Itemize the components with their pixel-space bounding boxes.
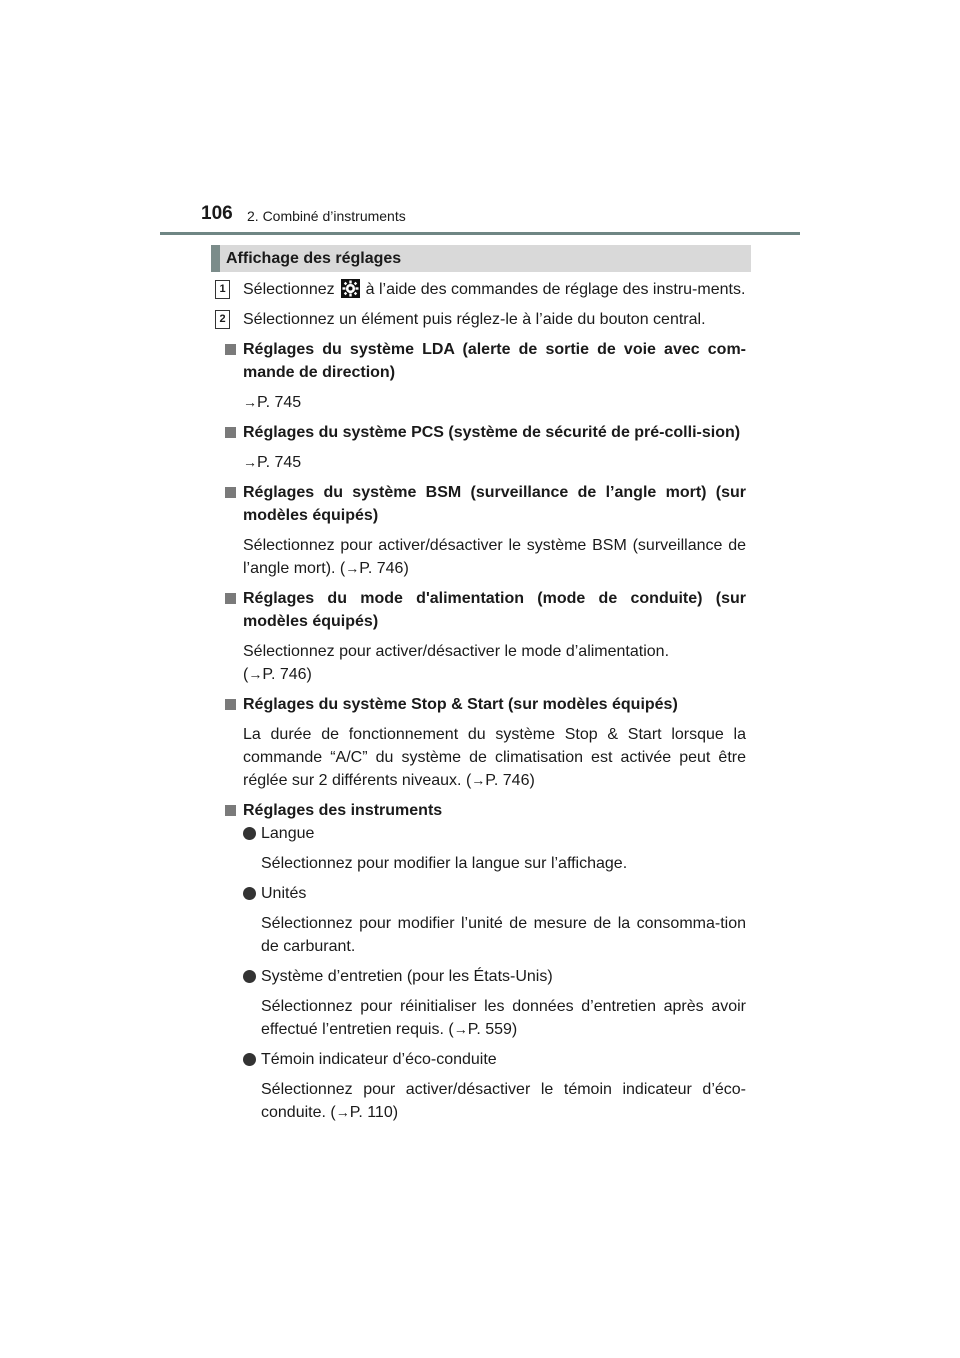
step-number: 1 [215,280,230,299]
section-heading: Affichage des réglages [211,245,751,272]
subitem-title: Unités [261,885,307,902]
page-reference[interactable]: P. 746 [262,666,307,683]
subitem-description: Sélectionnez pour modifier la langue sur l’affichage. [261,855,628,872]
item-title: Réglages du mode d'alimentation (mode de conduite) (sur modèles équipés) [243,590,746,630]
subitem-title: Témoin indicateur d’éco-conduite [261,1051,497,1068]
item-title: Réglages du système PCS (système de sécurité de pré-colli-sion) [243,424,741,441]
item-reference-line: (→P. 746) [243,666,312,683]
step-2 [219,308,746,331]
arrow-right-icon: → [243,454,257,470]
square-bullet-icon [225,344,236,355]
page-number: 106 [201,203,233,224]
arrow-right-icon: → [453,1021,468,1037]
page-reference[interactable]: →P. 745 [243,394,302,411]
instrument-subitem-language [243,822,746,845]
subitem-title: Système d’entretien (pour les États-Unis) [261,968,553,985]
page-reference[interactable]: P. 110 [349,1104,393,1121]
arrow-right-icon: → [243,394,257,410]
header-rule [160,232,800,235]
page-header [0,0,960,240]
step-number: 2 [215,310,230,329]
arrow-right-icon: → [471,772,486,788]
page-reference[interactable]: P. 746 [359,560,404,577]
page-reference[interactable]: P. 746 [485,772,530,789]
item-title: Réglages des instruments [243,802,443,819]
item-title: Réglages du système Stop & Start (sur modèles équipés) [243,696,678,713]
step-text-before: Sélectionnez [243,281,335,298]
step-1 [219,278,746,301]
setting-item-lda [243,338,746,384]
subitem-description: Sélectionnez pour réinitialiser les données d’entretien après avoir effectué l’entretien requis. (→P. 559) [261,998,746,1038]
square-bullet-icon [225,427,236,438]
page-reference[interactable]: P. 559 [467,1021,512,1038]
page-reference[interactable]: →P. 745 [243,454,302,471]
square-bullet-icon [225,699,236,710]
step-text-after: à l’aide des commandes de réglage des instru-ments. [365,281,746,298]
arrow-right-icon: → [345,560,360,576]
item-title: Réglages du système BSM (surveillance de l’angle mort) (sur modèles équipés) [243,484,746,524]
square-bullet-icon [225,593,236,604]
round-bullet-icon [243,970,256,983]
round-bullet-icon [243,1053,256,1066]
square-bullet-icon [225,805,236,816]
instrument-subitem-units [243,882,746,905]
step-text: Sélectionnez un élément puis réglez-le à l’aide du bouton central. [243,311,706,328]
subitem-title: Langue [261,825,315,842]
round-bullet-icon [243,887,256,900]
arrow-right-icon: → [335,1104,350,1120]
subitem-description: Sélectionnez pour activer/désactiver le témoin indicateur d’éco-conduite. (→P. 110) [261,1081,746,1121]
round-bullet-icon [243,827,256,840]
setting-item-instruments [243,799,746,822]
item-title: Réglages du système LDA (alerte de sortie de voie avec com-mande de direction) [243,341,746,381]
instrument-subitem-eco [243,1048,746,1071]
item-description: Sélectionnez pour activer/désactiver le mode d’alimentation. [243,643,670,660]
setting-item-pcs [243,421,746,444]
setting-item-bsm [243,481,746,527]
square-bullet-icon [225,487,236,498]
setting-item-power-mode [243,587,746,633]
item-description: La durée de fonctionnement du système Stop & Start lorsque la commande “A/C” du système de climatisation est activée peut être réglée sur 2 différents niveaux. (→P. 746) [243,726,746,789]
chapter-title: 2. Combiné d’instruments [247,208,406,224]
gear-icon [341,279,360,298]
page-content [219,278,746,1124]
item-description: Sélectionnez pour activer/désactiver le système BSM (surveillance de l’angle mort). (→P. 746) [243,537,746,577]
subitem-description: Sélectionnez pour modifier l’unité de mesure de la consomma-tion de carburant. [261,915,746,955]
instrument-subitem-maintenance [243,965,746,988]
setting-item-stop-start [243,693,746,716]
arrow-right-icon: → [248,666,263,682]
